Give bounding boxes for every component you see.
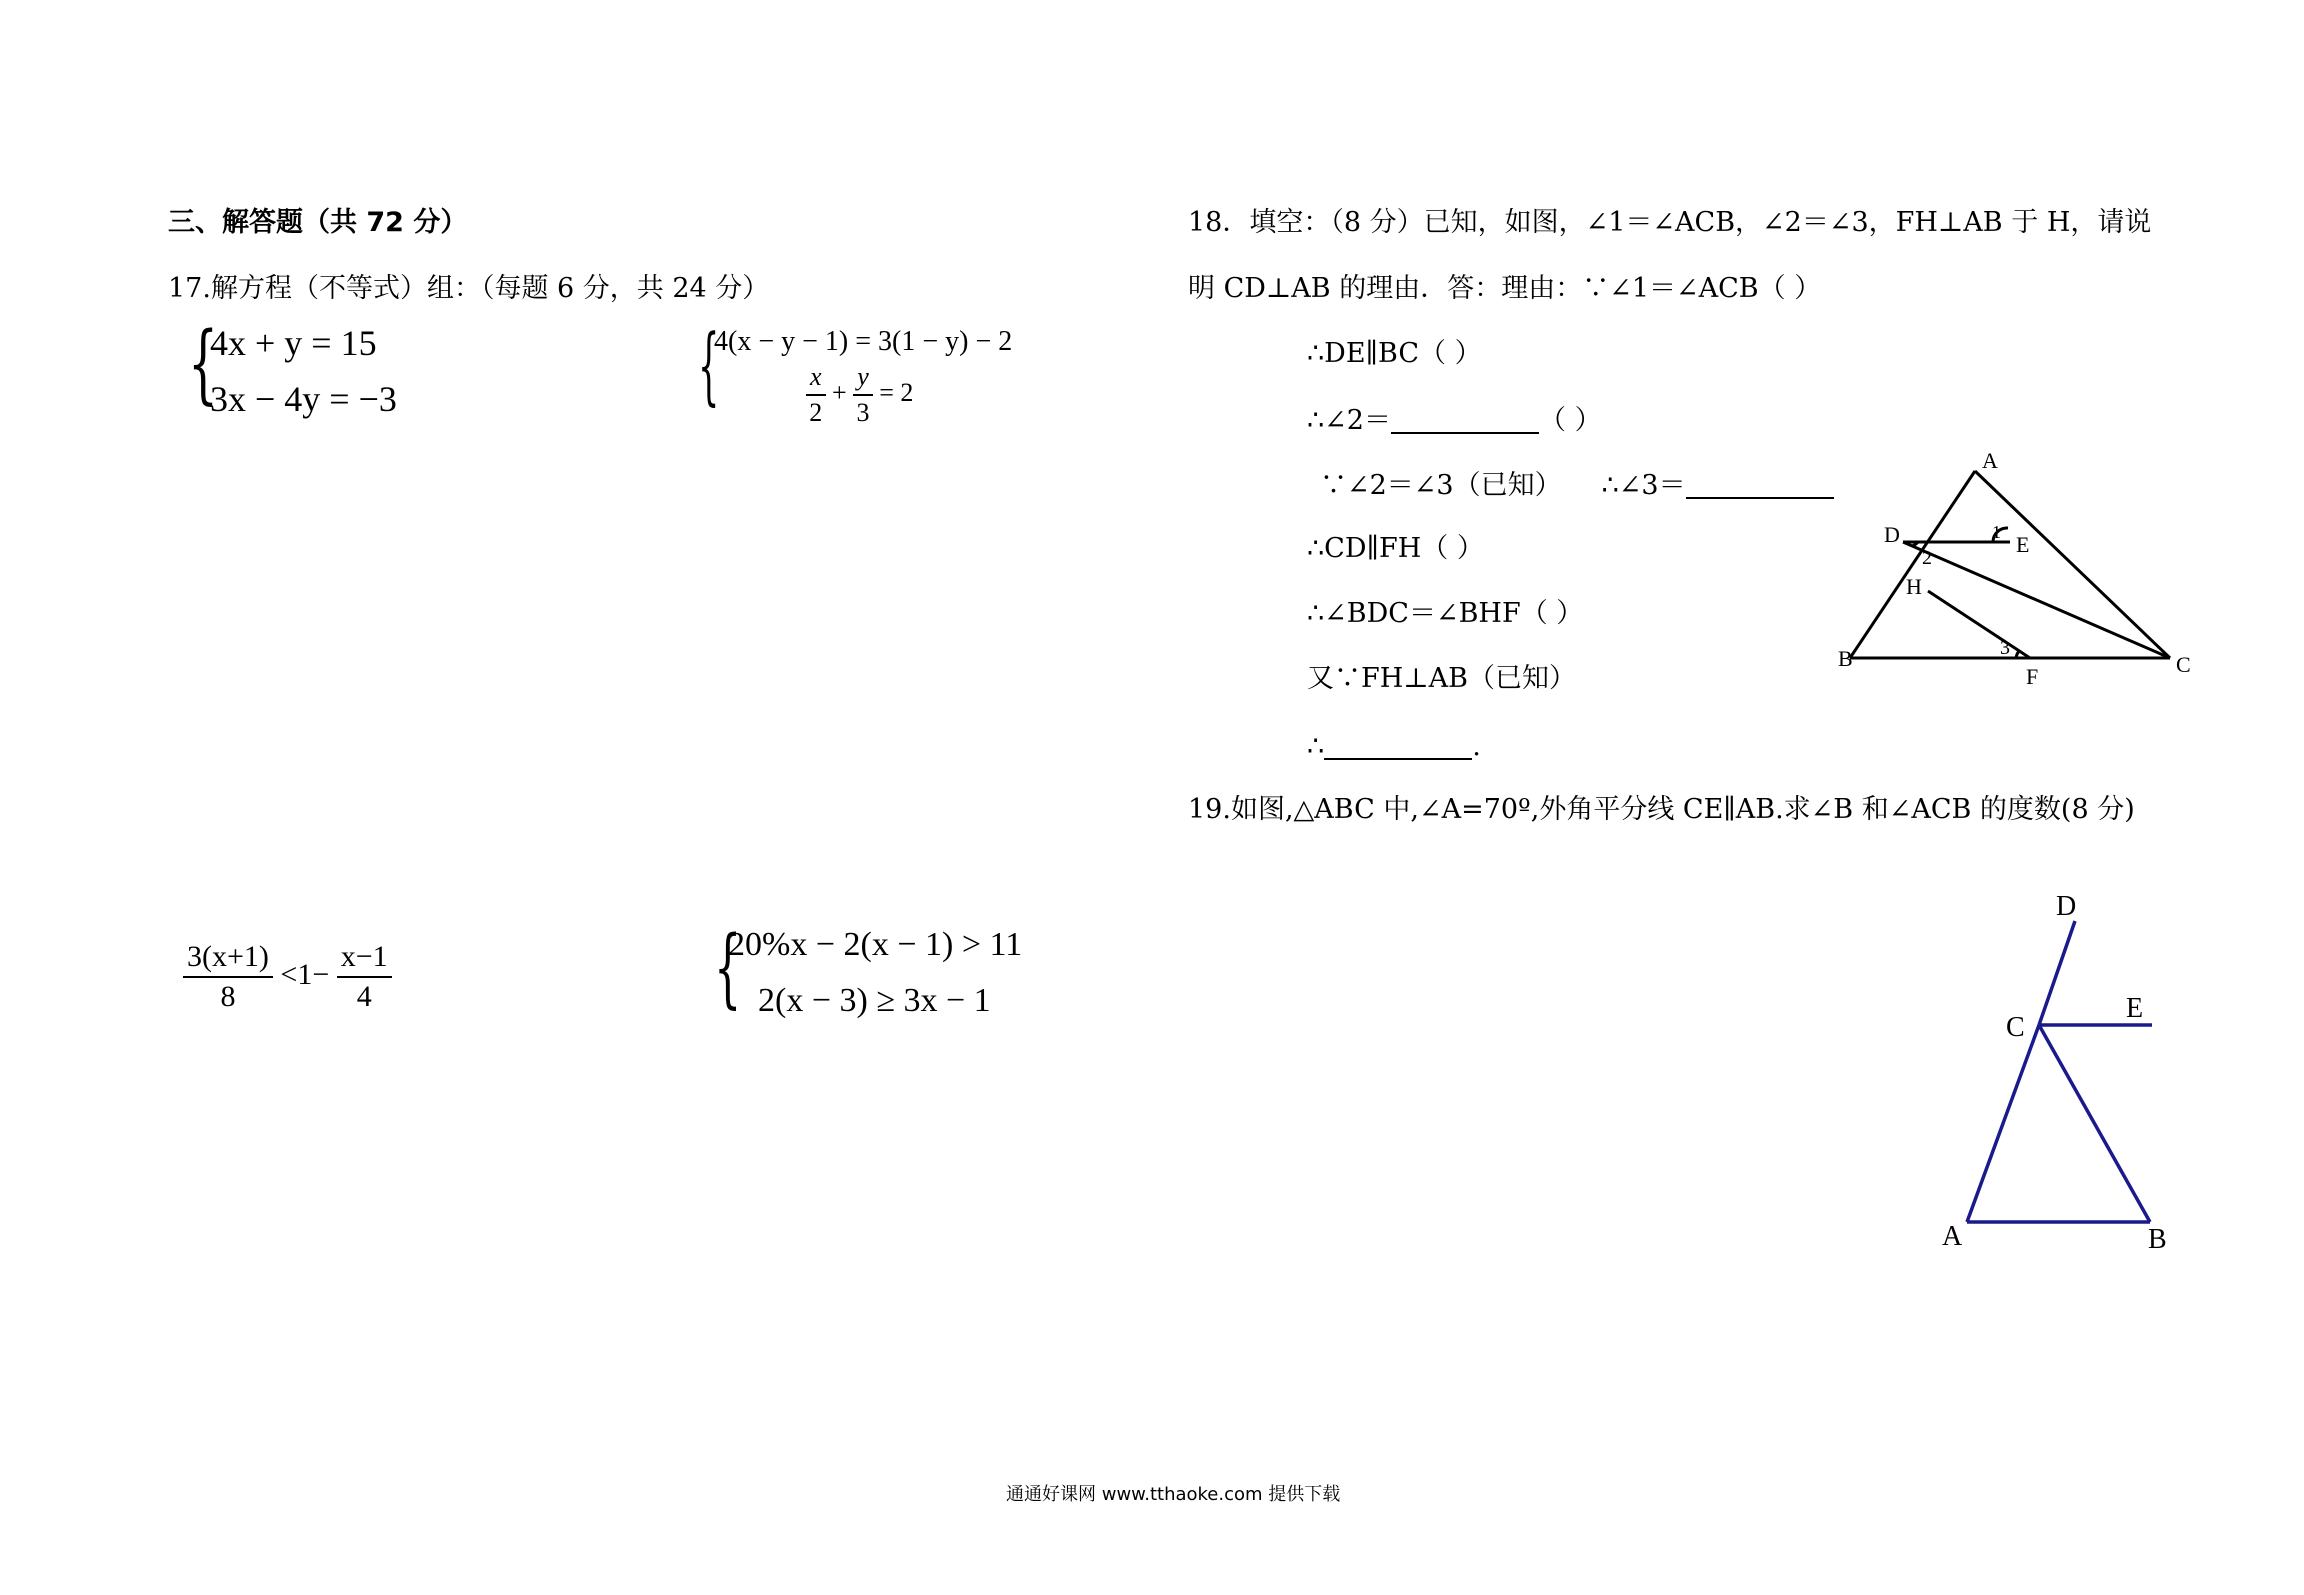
segment-cd	[2039, 921, 2075, 1025]
q18-line-2: 明 CD⊥AB 的理由．答：理由：∵∠1＝∠ACB（ ）	[1188, 273, 1822, 304]
q18-step-1: ∴DE∥BC（ ）	[1307, 338, 1482, 369]
q17-sys3-eq1: 20%x − 2(x − 1) > 11	[728, 926, 1023, 963]
q18-step-3-given: ∵∠2＝∠3（已知）	[1320, 470, 1562, 501]
footer-text: 通通好课网 www.tthaoke.com 提供下载	[1006, 1484, 1341, 1505]
equation-rhs: = 2	[879, 377, 914, 407]
label-angle-3: 3	[2000, 637, 2010, 659]
fraction-denominator: 8	[220, 980, 236, 1013]
fraction-denominator: 3	[856, 398, 870, 427]
brace-icon: {	[698, 316, 720, 414]
q18-triangle-figure	[1838, 448, 2210, 690]
q18-step-7-end: .	[1472, 731, 1481, 762]
q17-inequality-1	[183, 940, 392, 1014]
q18-step-3	[1320, 470, 1834, 499]
fraction-denominator: 2	[809, 398, 823, 427]
label-d: D	[1884, 522, 1900, 547]
q18-step-4: ∴CD∥FH（ ）	[1307, 533, 1484, 564]
plus-sign: +	[832, 377, 847, 407]
segment-ac	[1975, 471, 2170, 658]
section-title: 三、解答题（共 72 分）	[168, 207, 468, 238]
segment-ac	[1967, 1025, 2039, 1222]
q17-sys2-eq1: 4(x − y − 1) = 3(1 − y) − 2	[714, 326, 1013, 357]
label-d: D	[2056, 891, 2077, 922]
brace-icon: {	[188, 314, 219, 414]
q18-step-7	[1307, 731, 1481, 760]
label-angle-1: 1	[1992, 522, 2001, 542]
segment-cb	[2039, 1025, 2150, 1222]
q18-step-2	[1307, 405, 1602, 434]
label-f: F	[2026, 664, 2039, 689]
q18-step-3-label: ∴∠3＝	[1601, 470, 1686, 501]
q18-step-6: 又∵FH⊥AB（已知）	[1307, 663, 1577, 694]
answer-blank[interactable]	[1324, 731, 1472, 760]
q17-sys2-eq2	[806, 362, 913, 428]
label-h: H	[1906, 574, 1922, 599]
label-c: C	[2006, 1012, 2025, 1043]
fraction-numerator: 3(x+1)	[183, 940, 273, 978]
label-angle-2: 2	[1922, 547, 1932, 569]
q18-line-1: 18．填空：（8 分）已知，如图，∠1＝∠ACB，∠2＝∠3，FH⊥AB 于 H，请说	[1188, 207, 2152, 238]
q17-sys3-eq2: 2(x − 3) ≥ 3x − 1	[758, 982, 991, 1019]
q17-heading: 17.解方程（不等式）组：（每题 6 分，共 24 分）	[168, 273, 770, 304]
q18-step-2-label: ∴∠2＝	[1307, 405, 1391, 436]
q19-triangle-figure	[1920, 880, 2200, 1260]
label-b: B	[1838, 646, 1853, 671]
label-a: A	[1982, 448, 1998, 473]
label-c: C	[2176, 652, 2191, 677]
q18-step-7-label: ∴	[1307, 731, 1325, 762]
q19-text: 19.如图,△ABC 中,∠A=70º,外角平分线 CE∥AB.求∠B 和∠ACB 的度数(8 分)	[1188, 794, 2135, 825]
label-e: E	[2016, 532, 2030, 557]
q18-step-2-reason: （ ）	[1538, 405, 1602, 436]
answer-blank[interactable]	[1686, 470, 1834, 499]
fraction-numerator: x	[806, 362, 826, 396]
q17-sys1-eq2: 3x − 4y = −3	[210, 379, 397, 419]
label-a: A	[1942, 1221, 1963, 1252]
q17-sys1-eq1: 4x + y = 15	[210, 323, 377, 363]
segment-hf	[1928, 591, 2030, 658]
label-e: E	[2126, 993, 2144, 1024]
answer-blank[interactable]	[1391, 405, 1539, 434]
label-b: B	[2148, 1224, 2167, 1255]
inequality-middle: <1−	[280, 957, 330, 991]
brace-icon: {	[714, 918, 742, 1018]
fraction-numerator: x−1	[337, 940, 392, 978]
fraction-denominator: 4	[356, 980, 372, 1013]
q18-step-5: ∴∠BDC＝∠BHF（ ）	[1307, 598, 1584, 629]
fraction-numerator: y	[853, 362, 873, 396]
